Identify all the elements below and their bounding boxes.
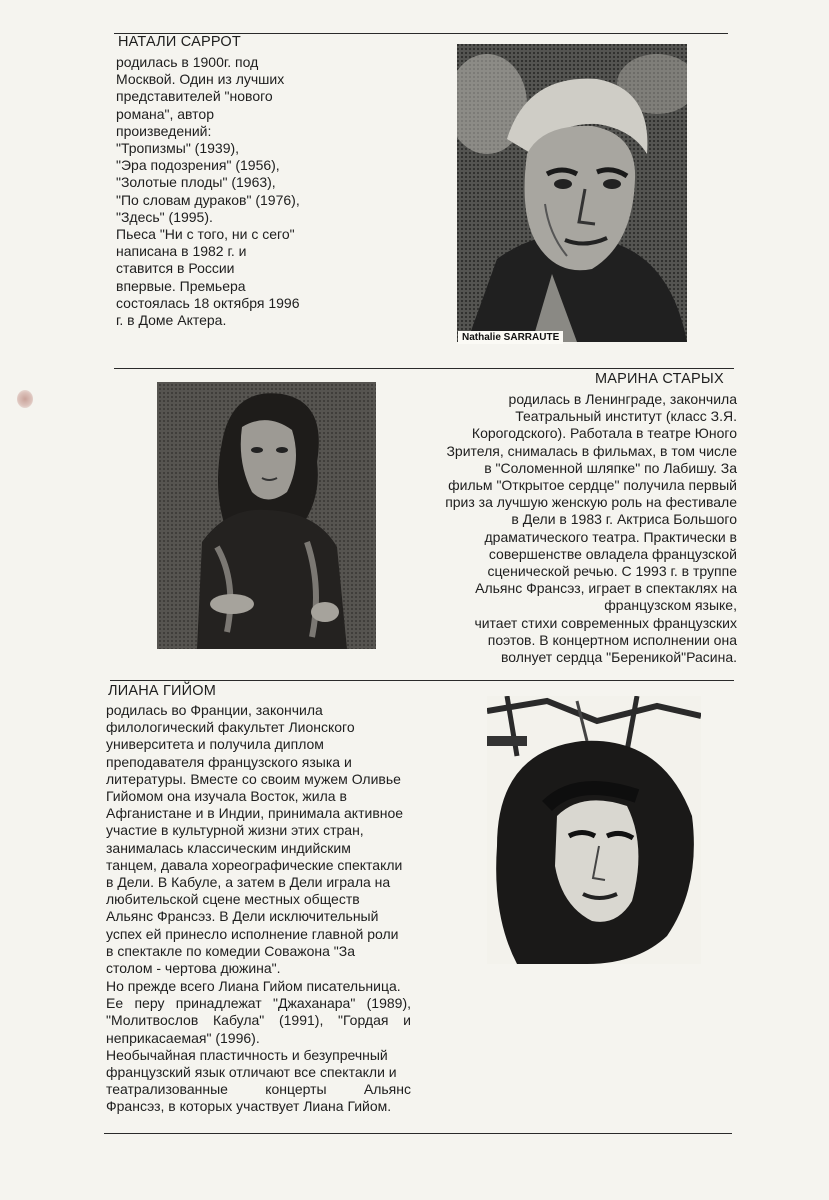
bio-line: родилась во Франции, закончила [106,702,323,718]
bio-line: состоялась 18 октября 1996 [116,294,300,311]
bio-line: Афганистане и в Индии, принимала активное [106,805,404,822]
section-2-bio [445,391,737,666]
bio-line: французском языке, [604,597,737,614]
bio-line: родилась в Ленинграде, закончила [508,391,737,407]
bio-line: ставится в России [116,260,235,277]
bio-line: Альянс Франсэз, играет в спектаклях на [475,580,737,597]
bio-line: "Золотые плоды" (1963), [116,174,276,191]
bio-line: в Дели. В Кабуле, а затем в Дели играла на [106,874,391,891]
bio-line: в "Соломенной шляпке" по Лабишу. За [484,459,737,476]
bio-line: родилась в 1900г. под [116,54,259,70]
bio-line: преподавателя французского языка и [106,753,352,770]
divider-1 [114,368,734,369]
bio-line: "Здесь" (1995). [116,208,213,225]
bio-line: Ее перу принадлежат "Джаханара" (1989), [106,995,411,1012]
bio-line: произведений: [116,122,212,139]
section-3-name: ЛИАНА ГИЙОМ [108,683,217,699]
bio-line: неприкасаемая" (1996). [106,1029,260,1046]
bio-line: в спектакле по комедии Соважона "За [106,942,356,959]
photo-nathalie-sarraute [457,44,687,342]
bio-line: Франсэз, в которых участвует Лиана Гийом. [106,1098,392,1115]
bio-line: впервые. Премьера [116,277,246,294]
bio-line: Но прежде всего Лиана Гийом писательница. [106,978,401,994]
bio-line: г. в Доме Актера. [116,312,227,329]
photo-marina-starykh [157,382,376,649]
bio-line: Необычайная пластичность и безупречный [106,1046,388,1063]
bio-line: театрализованные концерты Альянс [106,1081,411,1098]
section-3-bio-continued [106,978,411,1116]
photo-caption: Nathalie SARRAUTE [458,331,563,344]
bio-line: французский язык отличают все спектакли и [106,1064,397,1081]
section-1-bio [116,54,300,329]
divider-bottom [104,1133,732,1134]
section-2-name: МАРИНА СТАРЫХ [595,371,724,387]
bio-line: Театральный институт (класс З.Я. [515,408,737,425]
bio-line: Гийомом она изучала Восток, жила в [106,788,347,805]
divider-2 [110,680,734,681]
bio-line: написана в 1982 г. и [116,243,247,260]
bio-line: представителей "нового [116,88,273,105]
bio-line: романа", автор [116,105,214,122]
bio-line: "Молитвослов Кабула" (1991), "Гордая и [106,1012,411,1029]
bio-line: поэтов. В концертном исполнении она [487,631,737,648]
bio-line: Пьеса "Ни с того, ни с сего" [116,226,295,243]
bio-line: Москвой. Один из лучших [116,71,285,88]
bio-line: участие в культурной жизни этих стран, [106,822,364,839]
photo-liana-guillaume [487,696,701,964]
bio-line: фильм "Открытое сердце" получила первый [448,477,737,494]
bio-line: Зрителя, снималась в фильмах, в том числе [446,442,737,459]
section-1-name: НАТАЛИ САРРОТ [118,34,241,50]
bio-line: танцем, давала хореографические спектакли [106,856,403,873]
bio-line: Корогодского). Работала в театре Юного [471,425,737,442]
bio-line: литературы. Вместе со своим мужем Оливье [106,770,401,787]
bio-line: "Эра подозрения" (1956), [116,157,280,174]
bio-line: Альянс Франсэз. В Дели исключительный [106,908,379,925]
bio-line: любительской сцене местных обществ [106,891,360,908]
bio-line: успех ей принесло исполнение главной роли [106,925,399,942]
section-3-bio [106,702,403,977]
bio-line: драматического театра. Практически в [484,528,737,545]
bio-line: сценической речью. С 1993 г. в труппе [487,563,737,580]
bio-line: читает стихи современных французских [474,614,737,631]
paper-stain [17,390,33,408]
bio-line: "По словам дураков" (1976), [116,191,300,208]
bio-line: занималась классическим индийским [106,839,351,856]
bio-line: приз за лучшую женскую роль на фестивале [445,494,737,511]
bio-line: филологический факультет Лионского [106,719,355,736]
bio-line: в Дели в 1983 г. Актриса Большого [511,511,737,528]
bio-line: столом - чертова дюжина". [106,960,281,977]
bio-line: "Тропизмы" (1939), [116,140,240,157]
bio-line: совершенстве овладела французской [488,545,737,562]
bio-line: университета и получила диплом [106,736,324,753]
bio-line: волнует сердца "Береникой"Расина. [500,649,737,666]
